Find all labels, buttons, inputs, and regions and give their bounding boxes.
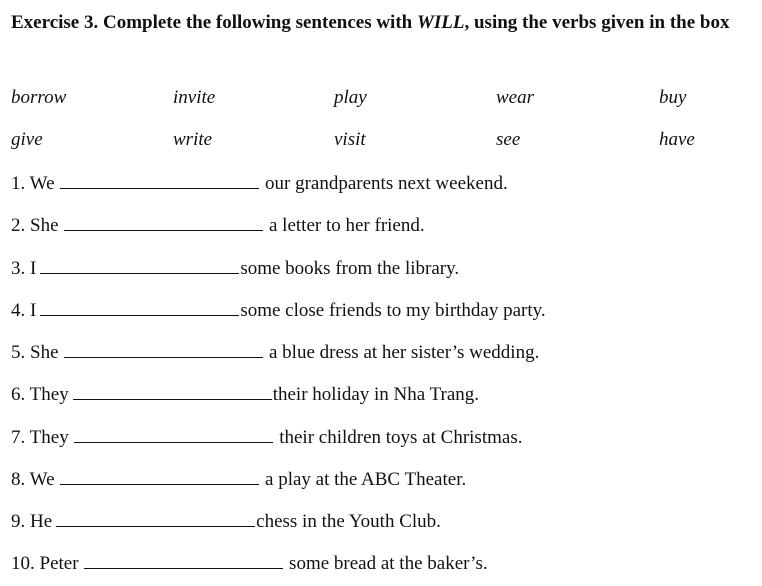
heading-suffix: , using the verbs given in the box <box>464 12 730 33</box>
answer-blank[interactable] <box>64 212 263 231</box>
word-box-item: invite <box>173 87 216 108</box>
sentence-end: some bread at the baker’s. <box>289 553 488 574</box>
answer-blank[interactable] <box>74 424 273 443</box>
word-box-item: buy <box>659 87 687 108</box>
sentence-end: chess in the Youth Club. <box>256 511 441 532</box>
sentence-5 <box>11 339 539 365</box>
sentence-start: 7. They <box>11 427 69 448</box>
sentence-end: their holiday in Nha Trang. <box>272 384 480 405</box>
sentence-end: our grandparents next weekend. <box>265 173 508 194</box>
sentence-4 <box>11 297 546 323</box>
word-box-item: give <box>11 129 43 150</box>
answer-blank[interactable] <box>56 508 255 527</box>
sentence-end: some close friends to my birthday party. <box>240 300 546 321</box>
heading-keyword: WILL <box>416 12 465 33</box>
answer-blank[interactable] <box>60 170 259 189</box>
word-box-item: have <box>659 129 695 150</box>
sentence-start: 6. They <box>11 384 69 405</box>
sentence-start: 4. I <box>11 300 37 321</box>
word-box-item: visit <box>334 129 366 150</box>
sentence-10 <box>11 550 488 576</box>
answer-blank[interactable] <box>40 255 239 274</box>
sentence-start: 5. She <box>11 342 59 363</box>
sentence-start: 2. She <box>11 215 59 236</box>
sentence-8 <box>11 466 466 492</box>
sentence-2 <box>11 212 425 238</box>
sentence-end: a letter to her friend. <box>269 215 425 236</box>
sentence-end: some books from the library. <box>240 258 460 279</box>
sentence-7 <box>11 424 522 450</box>
sentence-9 <box>11 508 441 534</box>
word-box-item: play <box>334 87 367 108</box>
answer-blank[interactable] <box>64 339 263 358</box>
sentence-end: a blue dress at her sister’s wedding. <box>269 342 540 363</box>
word-box-item: borrow <box>11 87 67 108</box>
answer-blank[interactable] <box>84 550 283 569</box>
sentence-start: 9. He <box>11 511 53 532</box>
word-box-row-1 <box>11 86 751 110</box>
word-box-item: wear <box>496 87 534 108</box>
answer-blank[interactable] <box>60 466 259 485</box>
word-box-item: write <box>173 129 213 150</box>
sentence-6 <box>11 381 479 407</box>
answer-blank[interactable] <box>40 297 239 316</box>
sentence-end: a play at the ABC Theater. <box>265 469 467 490</box>
sentence-start: 1. We <box>11 173 55 194</box>
answer-blank[interactable] <box>73 381 272 400</box>
word-box-item: see <box>496 129 521 150</box>
heading-prefix: Exercise 3. Complete the following sentences with <box>11 12 417 33</box>
sentence-3 <box>11 255 459 281</box>
sentence-1 <box>11 170 508 196</box>
exercise-heading <box>11 4 756 42</box>
sentence-start: 3. I <box>11 258 37 279</box>
word-box-row-2 <box>11 128 751 152</box>
sentence-start: 10. Peter <box>11 553 79 574</box>
sentence-end: their children toys at Christmas. <box>279 427 523 448</box>
sentence-start: 8. We <box>11 469 55 490</box>
